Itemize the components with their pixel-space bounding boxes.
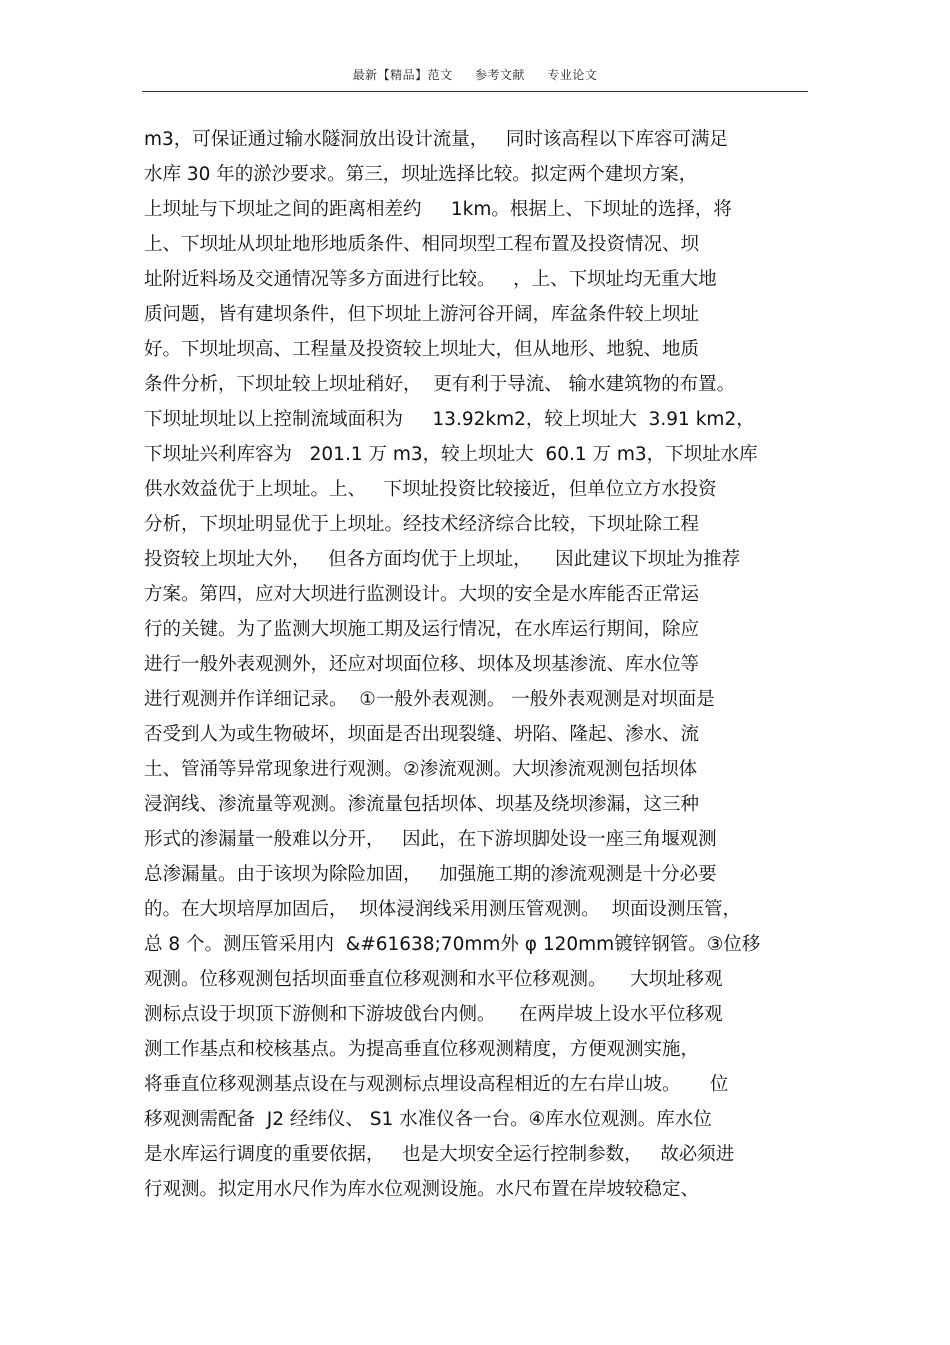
header-item: 专业论文	[547, 68, 598, 82]
text-line: 行观测。拟定用水尺作为库水位观测设施。水尺布置在岸坡较稳定、	[144, 1179, 700, 1200]
body-text	[144, 122, 814, 1207]
text-line: 土、管涌等异常现象进行观测。②渗流观测。大坝渗流观测包括坝体	[144, 759, 698, 780]
text-line: 供水效益优于上坝址。上、 下坝址投资比较接近，但单位立方水投资	[144, 479, 717, 500]
text-line: 下坝址坝址以上控制流域面积为 13.92km2，较上坝址大 3.91 km2，	[144, 409, 755, 430]
text-line: 址附近料场及交通情况等多方面进行比较。 ，上、下坝址均无重大地	[144, 269, 717, 290]
text-line: 总 8 个。测压管采用内 &#61638;70mm外 φ 120mm镀锌钢管。③位移	[144, 934, 761, 955]
header-item: 最新【精品】范文	[352, 68, 453, 82]
text-line: 的。在大坝培厚加固后， 坝体浸润线采用测压管观测。 坝面设测压管，	[144, 899, 742, 920]
text-line: 浸润线、渗流量等观测。渗流量包括坝体、坝基及绕坝渗漏，这三种	[144, 794, 700, 815]
text-line: 进行观测并作详细记录。 ①一般外表观测。 一般外表观测是对坝面是	[144, 689, 715, 710]
text-line: 上坝址与下坝址之间的距离相差约 1km。根据上、下坝址的选择，将	[144, 199, 732, 220]
text-line: 总渗漏量。由于该坝为除险加固， 加强施工期的渗流观测是十分必要	[144, 864, 717, 885]
text-line: 上、下坝址从坝址地形地质条件、相同坝型工程布置及投资情况、坝	[144, 234, 700, 255]
text-line: 将垂直位移观测基点设在与观测标点埋设高程相近的左右岸山坡。 位	[144, 1074, 729, 1095]
text-line: 投资较上坝址大外， 但各方面均优于上坝址， 因此建议下坝址为推荐	[144, 549, 741, 570]
text-line: 水库 30 年的淤沙要求。第三，坝址选择比较。拟定两个建坝方案，	[144, 164, 698, 185]
text-line: 是水库运行调度的重要依据， 也是大坝安全运行控制参数， 故必须进	[144, 1144, 735, 1165]
text-line: 移观测需配备 J2 经纬仪、 S1 水准仪各一台。④库水位观测。库水位	[144, 1109, 712, 1130]
page-header	[142, 66, 808, 83]
text-line: 形式的渗漏量一般难以分开， 因此，在下游坝脚处设一座三角堰观测	[144, 829, 717, 850]
text-line: 行的关键。为了监测大坝施工期及运行情况，在水库运行期间，除应	[144, 619, 700, 640]
text-line: 否受到人为或生物破坏，坝面是否出现裂缝、坍陷、隆起、渗水、流	[144, 724, 700, 745]
text-line: 测工作基点和校核基点。为提高垂直位移观测精度，方便观测实施，	[144, 1039, 700, 1060]
text-line: 下坝址兴利库容为 201.1 万 m3，较上坝址大 60.1 万 m3，下坝址水库	[144, 444, 758, 465]
text-line: 观测。位移观测包括坝面垂直位移观测和水平位移观测。 大坝址移观	[144, 969, 723, 990]
text-line: 好。下坝址坝高、工程量及投资较上坝址大，但从地形、地貌、地质	[144, 339, 700, 360]
text-line: 测标点设于坝顶下游侧和下游坡戗台内侧。 在两岸坡上设水平位移观	[144, 1004, 723, 1025]
text-line: 进行一般外表观测外，还应对坝面位移、坝体及坝基渗流、库水位等	[144, 654, 700, 675]
text-line: 质问题，皆有建坝条件，但下坝址上游河谷开阔，库盆条件较上坝址	[144, 304, 700, 325]
text-line: m3，可保证通过输水隧洞放出设计流量， 同时该高程以下库容可满足	[144, 129, 728, 150]
text-line: 分析，下坝址明显优于上坝址。经技术经济综合比较，下坝址除工程	[144, 514, 700, 535]
header-divider	[142, 91, 808, 92]
header-item: 参考文献	[474, 68, 525, 82]
text-line: 条件分析，下坝址较上坝址稍好， 更有利于导流、 输水建筑物的布置。	[144, 374, 736, 395]
text-line: 方案。第四，应对大坝进行监测设计。大坝的安全是水库能否正常运	[144, 584, 700, 605]
